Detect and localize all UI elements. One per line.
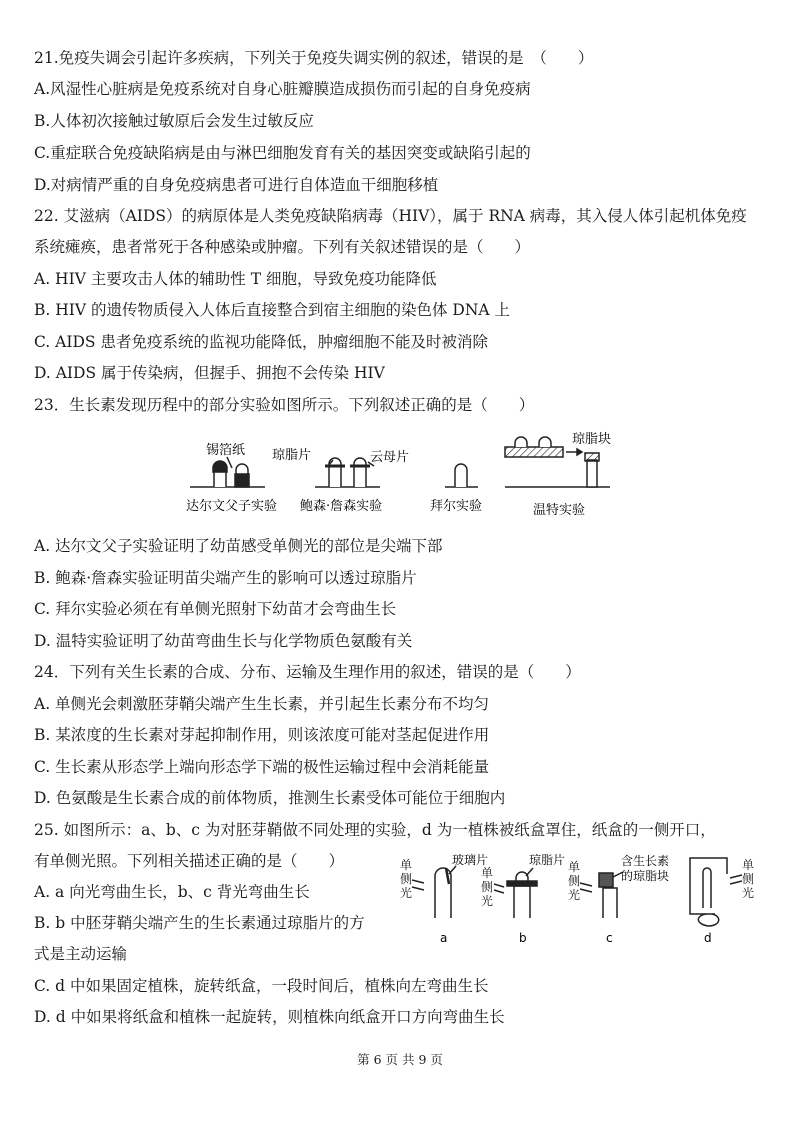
q21-option-a: A.风湿性心脏病是免疫系统对自身心脏瓣膜造成损伤而引起的自身免疫病: [34, 80, 531, 98]
went-block-on-seedling: [585, 453, 599, 461]
q23-option-d: D. 温特实验证明了幼苗弯曲生长与化学物质色氨酸有关: [34, 632, 413, 650]
q25-stem-line1: 25. 如图所示：a、b、c 为对胚芽鞘做不同处理的实验，d 为一植株被纸盒罩住，纸盒的一侧开口，: [34, 821, 716, 839]
fig25-single-light-b: 单侧光: [481, 866, 494, 908]
page-footer: 第 6 页 共 9 页: [357, 1052, 443, 1067]
fig-d-plant: [703, 868, 711, 908]
q22-stem-line2: 系统瘫痪，患者常死于各种感染或肿瘤。下列有关叙述错误的是（ ）: [34, 238, 531, 256]
q21-option-d: D.对病情严重的自身免疫病患者可进行自体造血干细胞移植: [34, 176, 439, 194]
caption-paal: 拜尔实验: [430, 499, 483, 514]
q22-option-a: A. HIV 主要攻击人体的辅助性 T 细胞，导致免疫功能降低: [34, 270, 437, 288]
label-agar-block: 琼脂块: [572, 432, 612, 447]
q24-option-c: C. 生长素从形态学上端向形态学下端的极性运输过程中会消耗能量: [34, 758, 490, 776]
fig25-label-c: c: [606, 931, 613, 945]
fig25-single-light-c: 单侧光: [568, 860, 581, 902]
q21-stem: 21.免疫失调会引起许多疾病，下列关于免疫失调实例的叙述，错误的是 （ ）: [34, 49, 594, 67]
fig-c-seedling: [603, 888, 617, 918]
q22-stem-line1: 22. 艾滋病（AIDS）的病原体是人类免疫缺陷病毒（HIV），属于 RNA 病毒，其入侵人体引起机体免疫: [34, 207, 747, 225]
q23-option-c: C. 拜尔实验必须在有单侧光照射下幼苗才会弯曲生长: [34, 600, 397, 618]
fig25-label-auxin-2: 的琼脂块: [621, 869, 670, 883]
fig25-label-d: d: [704, 931, 712, 945]
fig25-label-auxin-1: 含生长素: [621, 854, 670, 868]
fig-b-agar: [507, 881, 537, 886]
went-tip-1: [515, 437, 527, 447]
caption-went: 温特实验: [533, 503, 586, 518]
q22-option-d: D. AIDS 属于传染病，但握手、拥抱不会传染 HIV: [34, 364, 385, 382]
label-mica: 云母片: [370, 450, 410, 465]
darwin-foil-cap: [213, 461, 227, 472]
q25-option-a: A. a 向光弯曲生长，b、c 背光弯曲生长: [34, 883, 310, 901]
q25-option-c: C. d 中如果固定植株，旋转纸盒，一段时间后，植株向左弯曲生长: [34, 977, 489, 995]
fig25-single-light-d: 单侧光: [742, 858, 755, 900]
fig-c-block: [599, 873, 613, 887]
fig25-label-b: b: [519, 931, 527, 945]
went-seedling: [587, 460, 597, 487]
q25-option-b-line2: 式是主动运输: [34, 945, 128, 963]
q24-stem: 24．下列有关生长素的合成、分布、运输及生理作用的叙述，错误的是（ ）: [34, 663, 581, 681]
q23-stem: 23．生长素发现历程中的部分实验如图所示。下列叙述正确的是（ ）: [34, 396, 535, 414]
q22-option-c: C. AIDS 患者免疫系统的监视功能降低，肿瘤细胞不能及时被消除: [34, 333, 488, 351]
q25-option-b-line1: B. b 中胚芽鞘尖端产生的生长素通过琼脂片的方: [34, 914, 365, 932]
q23-option-a: A. 达尔文父子实验证明了幼苗感受单侧光的部位是尖端下部: [34, 537, 443, 555]
q25-stem-line2: 有单侧光照。下列相关描述正确的是（ ）: [34, 852, 345, 870]
went-agar-block: [505, 447, 563, 457]
q24-option-b: B. 某浓度的生长素对芽起抑制作用，则该浓度可能对茎起促进作用: [34, 726, 490, 744]
caption-boysen: 鲍森·詹森实验: [300, 499, 383, 514]
q22-option-b: B. HIV 的遗传物质侵入人体后直接整合到宿主细胞的染色体 DNA 上: [34, 301, 511, 319]
caption-darwin: 达尔文父子实验: [186, 499, 278, 514]
fig25-label-glass: 玻璃片: [452, 853, 489, 867]
label-foil: 锡箔纸: [206, 443, 246, 458]
q21-option-c: C.重症联合免疫缺陷病是由与淋巴细胞发育有关的基因突变或缺陷引起的: [34, 144, 531, 162]
q24-option-a: A. 单侧光会刺激胚芽鞘尖端产生生长素，并引起生长素分布不均匀: [34, 695, 490, 713]
label-agar: 琼脂片: [272, 448, 312, 463]
q25-option-d: D. d 中如果将纸盒和植株一起旋转，则植株向纸盒开口方向弯曲生长: [34, 1008, 505, 1026]
q24-option-d: D. 色氨酸是生长素合成的前体物质，推测生长素受体可能位于细胞内: [34, 789, 506, 807]
fig25-label-agar: 琼脂片: [529, 853, 566, 867]
fig25-single-light-a: 单侧光: [400, 858, 413, 900]
fig-b-seedling: [514, 886, 530, 918]
q23-option-b: B. 鲍森·詹森实验证明苗尖端产生的影响可以透过琼脂片: [34, 569, 417, 587]
fig25-label-a: a: [440, 931, 448, 945]
q21-option-b: B.人体初次接触过敏原后会发生过敏反应: [34, 112, 314, 130]
boysen-seedling-2: [354, 458, 366, 487]
went-tip-2: [539, 437, 551, 447]
darwin-foil-sleeve: [235, 474, 249, 487]
paal-seedling: [455, 464, 467, 487]
